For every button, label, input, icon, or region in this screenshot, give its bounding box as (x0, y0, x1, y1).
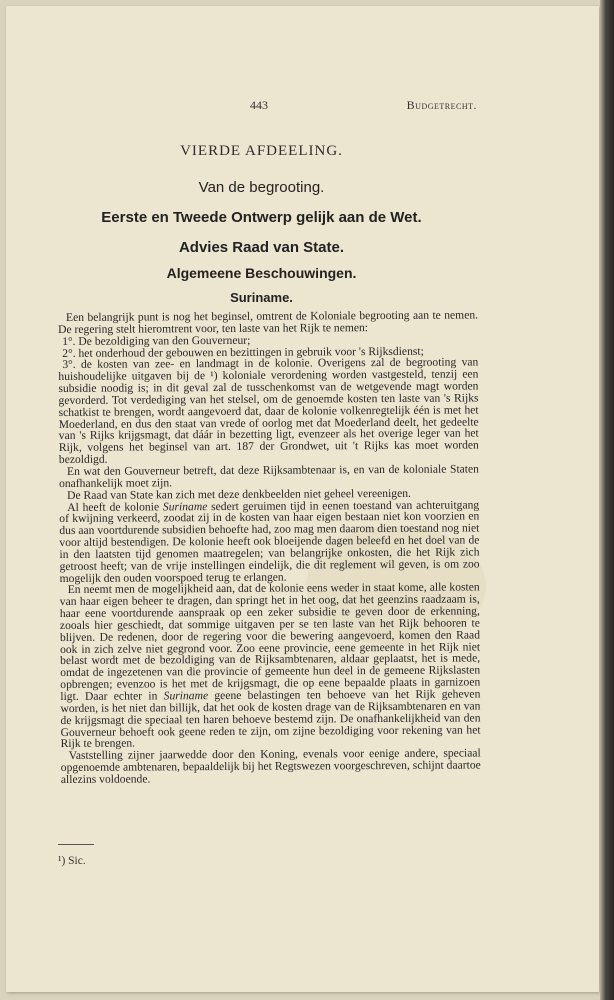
list-item: 2°. het onderhoud der gebouwen en bezittingen in gebruik voor 's Rijksdienst; (62, 344, 424, 360)
list-item: 1°. De bezoldiging van den Gouverneur; (62, 333, 251, 348)
text-run: En neemt men de mogelijkheid aan, dat de kolonie eens weder in staat kome, alle kosten van haar eigen beheer te dragen, dan springt het in het oog, dat het geenzins raadzaam is, haar eene voortdurende aanspraak op een zeker subsidie te geven door de erkenning, zooals hier geschiedt, dat sommige uitgaven per se ten laste van het Rijk behooren te blijven. De redenen, door de regering voor die bewering aangevoerd, komen den Raad ook in zich zelve niet gegrond voor. Zoo eene provincie, eene gemeente in het Rijk niet belast wordt met de bezoldiging van de Rijksambtenaren, aldaar geplaatst, het is mede, omdat de ingezetenen van die provincie of gemeente hun deel in de gemeene Rijkslasten opbrengen; evenzoo is het met de krijgsmagt, die op eene bepaalde plaats in garnizoen ligt. Daar echter in (59, 580, 481, 703)
italic-run: Suriname (162, 499, 208, 513)
text-run: Al heeft de kolonie (67, 499, 163, 514)
heading-ontwerp: Eerste en Tweede Ontwerp gelijk aan de Wet. (101, 209, 422, 226)
text-run: sedert geruimen tijd in eenen toestand van achteruitgang of kwijning verkeerd, zoodat zij in de kosten van haar eigen bestaan niet kon voorzien en dus aan voortdurende subsidien behoefte had, zoo mag men daarom dien toestand nog niet voor altijd bestendigen. De kolonie heeft ook bloeijende dagen beleefd en het doel van de in den laatsten tijd genomen maatregelen; van belangrijke onkosten, die het Rijk zich getroost heeft; van de vrije instellingen eindelijk, die dit reglement wil geven, is om zoo mogelijk den ouden voorspoed terug te erlangen. (59, 497, 480, 585)
book-page (6, 6, 599, 992)
paragraph: En wat den Gouverneur betreft, dat deze Rijksambtenaar is, en van de koloniale Staten onafhankelijk moet zijn. (59, 462, 480, 490)
running-title: Budgetrecht. (406, 98, 477, 112)
paragraph: De Raad van State kan zich met deze denkbeelden niet geheel vereenigen. (67, 486, 411, 502)
heading-advies: Advies Raad van State. (178, 239, 345, 256)
section-heading: VIERDE AFDEELING. (180, 143, 343, 159)
text-run: geene belastingen ten behoeve van het Rijk geheven worden, is het niet dan billijk, dat het ook de kosten drage van de Rijksambtenaren en van de krijgsmagt die speciaal ten haren behoeve bestemd zijn. De onafhankelijkheid van den Gouverneur behoeft ook geene reden te zijn, om zijne bezoldiging voor rekening van het Rijk te brengen. (60, 687, 481, 751)
paragraph: Een belangrijk punt is nog het beginsel, omtrent de Koloniale begrooting aan te nemen. De regering stelt hieromtrent voor, ten laste van het Rijk te nemen: (58, 308, 479, 336)
heading-begrooting: Van de begrooting. (198, 179, 325, 196)
heading-beschouwingen: Algemeene Beschouwingen. (166, 265, 357, 281)
paragraph (59, 499, 479, 584)
list-item: 3°. de kosten van zee- en landmagt in de kolonie. Overigens zal de begrooting van huishoudelijke uitgaven bij de ¹) koloniale verordening worden vastgesteld, tenzij een subsidie noodig is; in dit geval zal de tusschenkomst van de wetgevende magt worden gevorderd. Tot verdediging van het stelsel, om de genoemde kosten ten laste van 's Rijks schatkist te brengen, wordt aangevoerd dat, daar de kolonie volkenregtelijk één is met het Moederland, en dus den staat van vrede of oorlog met dat Moederland deelt, het gedeelte van 's Rijks krijgsmagt, dat dáár in bezetting ligt, evenzeer als het overige leger van het Rijk, volgens het beginsel van art. 187 der Grondwet, uit 't Rijks kas moet worden bezoldigd. (58, 355, 479, 467)
page-number: 443 (250, 98, 268, 112)
book-edge (600, 0, 614, 1000)
footnote-rule (58, 844, 94, 845)
italic-run: Suriname (163, 689, 209, 703)
footnote: ¹) Sic. (58, 855, 86, 867)
paragraph: Vaststelling zijner jaarwedde door den Koning, evenals voor eenige andere, speciaal opgenoemde ambtenaren, bepaaldelijk bij het Regtswezen voorgeschreven, schijnt daartoe allezins voldoende. (60, 746, 481, 786)
paragraph (60, 582, 481, 750)
heading-suriname: Suriname. (230, 290, 293, 305)
body-text (58, 309, 481, 785)
